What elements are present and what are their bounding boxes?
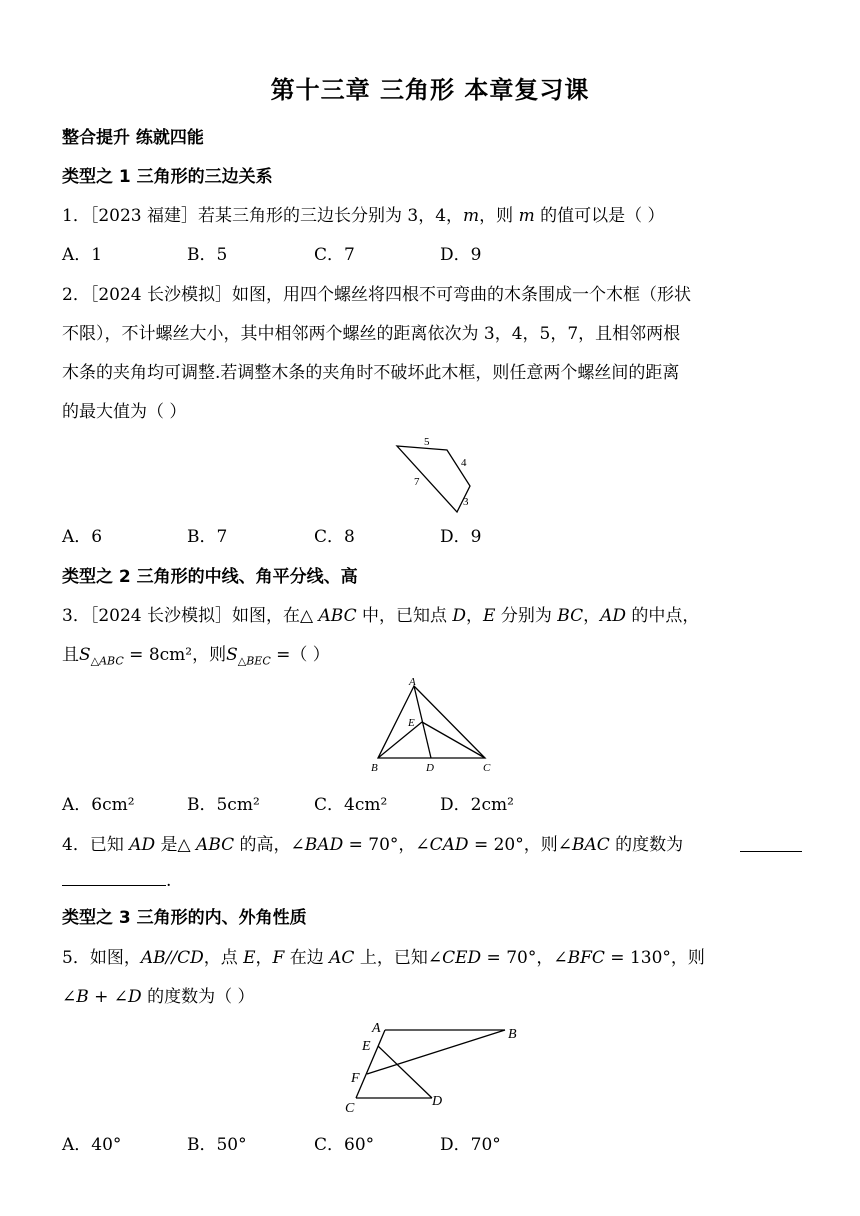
question-3-line-2: [62, 640, 330, 667]
q5-var: E: [243, 948, 256, 968]
q5-label-e: E: [362, 1039, 371, 1054]
q5-var: CD: [177, 948, 204, 968]
q3-var: ABC: [318, 606, 357, 626]
q1-text: ，则: [479, 206, 519, 226]
q4-text: 的高，∠: [234, 835, 305, 855]
q4-period: .: [166, 871, 172, 891]
q5-segment-fb: [367, 1030, 505, 1074]
q4-answer-blank-2[interactable]: [62, 869, 166, 886]
q3-option-c[interactable]: C．4cm²: [314, 795, 388, 815]
q3-label-b: B: [371, 762, 378, 774]
question-2-line-4: 的最大值为（ ）: [62, 402, 187, 422]
q5-var: AC: [329, 948, 355, 968]
q3-label-d: D: [426, 762, 434, 774]
q5-label-a: A: [372, 1021, 381, 1036]
q5-label-d: D: [432, 1094, 443, 1109]
q3-triangle-abc: [378, 686, 485, 758]
q5-var: D: [128, 987, 142, 1007]
q1-text: 若某三角形的三边长分别为 3，4，: [198, 206, 464, 226]
q3-var: S: [226, 645, 238, 665]
q2-option-c[interactable]: C．8: [314, 527, 355, 547]
q4-text: = 70°，∠: [343, 835, 430, 855]
q2-number: 2．: [62, 285, 90, 305]
q5-segment-ed: [378, 1046, 432, 1098]
q1-var: m: [518, 206, 535, 226]
q3-text: 且: [62, 645, 79, 665]
q3-var: AD: [600, 606, 627, 626]
q3-text: =（ ）: [270, 645, 330, 665]
q3-label-c: C: [483, 762, 491, 774]
q2-option-a[interactable]: A．6: [62, 527, 103, 547]
q5-text: 在边: [284, 948, 330, 968]
q5-text: + ∠: [88, 987, 129, 1007]
type-1-heading: 类型之 1 三角形的三边关系: [62, 167, 273, 187]
question-3-line-1: [62, 601, 699, 626]
q3-option-d[interactable]: D．2cm²: [440, 795, 514, 815]
q3-text: 如图，在△: [232, 606, 319, 626]
q5-text: 的度数为（ ）: [141, 987, 255, 1007]
q3-text: ，: [583, 606, 601, 626]
q3-triangle-figure: [366, 674, 502, 776]
q1-var: m: [463, 206, 480, 226]
q3-segment-be: [378, 722, 422, 758]
q4-var: ABC: [196, 835, 235, 855]
q1-text: 的值可以是（ ）: [534, 206, 665, 226]
q4-answer-line: [62, 869, 171, 891]
q4-number: 4．: [62, 835, 90, 855]
q1-number: 1．: [62, 206, 90, 226]
type-3-heading: 类型之 3 三角形的内、外角性质: [62, 908, 307, 928]
q5-text: = 130°，则: [604, 948, 705, 968]
q2-frame: [397, 446, 470, 512]
q2-option-b[interactable]: B．7: [187, 527, 228, 547]
q2-option-d[interactable]: D．9: [440, 527, 482, 547]
q5-option-d[interactable]: D．70°: [440, 1135, 501, 1155]
q4-var: AD: [129, 835, 156, 855]
q5-var: CED: [442, 948, 482, 968]
q4-var: BAD: [304, 835, 344, 855]
q3-var: S: [79, 645, 91, 665]
q2-label-3: 3: [463, 496, 469, 508]
question-5-line-2: [62, 982, 255, 1007]
q5-text: 上，已知∠: [354, 948, 443, 968]
q1-option-c[interactable]: C．7: [314, 245, 355, 265]
q5-text: ∠: [62, 987, 77, 1007]
q2-source: ［2024 长沙模拟］: [89, 285, 232, 305]
q2-label-5: 5: [424, 436, 430, 448]
q5-label-c: C: [345, 1101, 355, 1116]
q4-var: CAD: [429, 835, 469, 855]
q3-option-b[interactable]: B．5cm²: [187, 795, 260, 815]
page-title: 第十三章 三角形 本章复习课: [270, 76, 590, 104]
question-4: [62, 830, 683, 855]
q3-option-a[interactable]: A．6cm²: [62, 795, 135, 815]
q3-label-a: A: [409, 676, 416, 688]
type-2-heading: 类型之 2 三角形的中线、角平分线、高: [62, 567, 358, 587]
q5-option-b[interactable]: B．50°: [187, 1135, 247, 1155]
q4-text: 已知: [89, 835, 130, 855]
question-2-line-2: 不限），不计螺丝大小，其中相邻两个螺丝的距离依次为 3，4，5，7，且相邻两根: [62, 324, 681, 344]
q5-text: ，点: [203, 948, 244, 968]
q5-parallel-figure: [340, 1016, 530, 1118]
q3-text: 分别为: [495, 606, 558, 626]
q1-option-d[interactable]: D．9: [440, 245, 482, 265]
q5-text: = 70°，∠: [481, 948, 568, 968]
q3-subscript: △ABC: [90, 654, 124, 668]
q2-quadrilateral-figure: [390, 430, 490, 520]
q5-label-b: B: [508, 1027, 517, 1042]
question-5-line-1: [62, 943, 705, 968]
q3-segment-ec: [422, 722, 485, 758]
q3-number: 3．: [62, 606, 90, 626]
q3-text: 中，已知点: [356, 606, 453, 626]
q4-answer-blank-1[interactable]: [740, 851, 802, 852]
q5-text: 如图，: [89, 948, 141, 968]
q4-text: 是△: [155, 835, 197, 855]
q2-label-7: 7: [414, 476, 420, 488]
q3-source: ［2024 长沙模拟］: [89, 606, 232, 626]
question-1: [62, 201, 665, 226]
section-heading: 整合提升 练就四能: [62, 128, 204, 148]
q1-option-a[interactable]: A．1: [62, 245, 103, 265]
q5-var: BFC: [567, 948, 605, 968]
q3-label-e: E: [408, 717, 415, 729]
q5-var: B: [76, 987, 89, 1007]
q2-label-4: 4: [461, 457, 467, 469]
q5-var: AB: [140, 948, 166, 968]
q3-text: ，: [466, 606, 484, 626]
q3-text: 的中点，: [626, 606, 700, 626]
q5-option-c[interactable]: C．60°: [314, 1135, 375, 1155]
q3-text: = 8cm²，则: [123, 645, 227, 665]
question-2-line-3: 木条的夹角均可调整.若调整木条的夹角时不破坏此木框，则任意两个螺丝间的距离: [62, 363, 680, 383]
q5-var: //: [165, 948, 178, 968]
q5-number: 5．: [62, 948, 90, 968]
q4-text: 的度数为: [609, 835, 684, 855]
q2-text: 如图，用四个螺丝将四根不可弯曲的木条围成一个木框（形状: [232, 285, 691, 305]
q5-text: ，: [255, 948, 273, 968]
q1-source: ［2023 福建］: [89, 206, 198, 226]
q1-option-b[interactable]: B．5: [187, 245, 228, 265]
q3-var: D: [452, 606, 467, 626]
q5-label-f: F: [351, 1071, 360, 1086]
q5-option-a[interactable]: A．40°: [62, 1135, 122, 1155]
q3-var: BC: [557, 606, 584, 626]
q3-subscript: △BEC: [237, 654, 271, 668]
question-2-line-1: [62, 280, 691, 305]
q4-text: = 20°，则∠: [468, 835, 572, 855]
q4-var: BAC: [572, 835, 610, 855]
q5-var: F: [272, 948, 285, 968]
q3-var: E: [483, 606, 496, 626]
